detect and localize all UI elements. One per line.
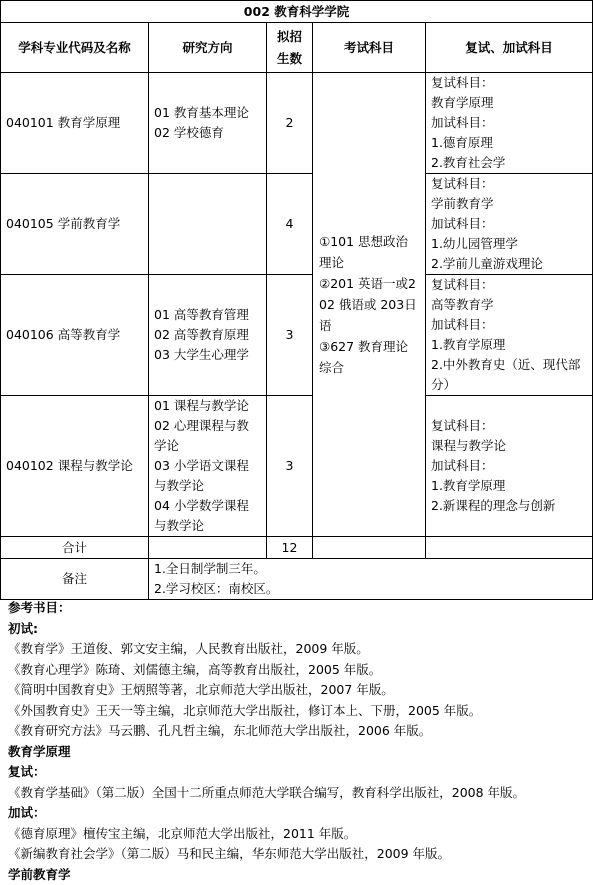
program-code: 040106 高等教育学 bbox=[1, 275, 149, 396]
book-item: 《简明中国教育史》王炳照等著，北京师范大学出版社，2007 年版。 bbox=[0, 680, 592, 701]
header-code: 学科专业代码及名称 bbox=[1, 23, 149, 73]
header-retest: 复试、加试科目 bbox=[426, 23, 593, 73]
section-title: 学前教育学 bbox=[0, 865, 592, 885]
table-row bbox=[1, 396, 593, 537]
header-enroll: 拟招 生数 bbox=[267, 23, 313, 73]
section-title: 教育学原理 bbox=[0, 742, 592, 763]
reference-books bbox=[0, 598, 592, 885]
total-row bbox=[1, 537, 593, 559]
table-row bbox=[1, 275, 593, 396]
book-item: 《教育学》王道俊、郭文安主编，人民教育出版社，2009 年版。 bbox=[0, 639, 592, 660]
retest-subjects: 复试科目： 课程与教学论 加试科目： 1.教育学原理 2.新课程的理念与创新 bbox=[426, 396, 593, 537]
enroll-count: 4 bbox=[267, 174, 313, 275]
book-item: 《外国教育史》王天一等主编，北京师范大学出版社，修订本上、下册，2005 年版。 bbox=[0, 701, 592, 722]
remarks-row bbox=[1, 559, 593, 600]
book-item: 《教育研究方法》马云鹏、孔凡哲主编，东北师范大学出版社，2006 年版。 bbox=[0, 721, 592, 742]
header-exam: 考试科目 bbox=[313, 23, 426, 73]
header-direction: 研究方向 bbox=[149, 23, 267, 73]
enroll-count: 3 bbox=[267, 275, 313, 396]
remarks-content: 1.全日制学制三年。 2.学习校区：南校区。 bbox=[149, 559, 593, 600]
retest-subjects: 复试科目： 高等教育学 加试科目： 1.教育学原理 2.中外教育史（近、现代部分） bbox=[426, 275, 593, 396]
table-row bbox=[1, 73, 593, 174]
enroll-count: 3 bbox=[267, 396, 313, 537]
college-title: 002 教育科学学院 bbox=[1, 1, 593, 23]
program-code: 040102 课程与教学论 bbox=[1, 396, 149, 537]
remarks-label: 备注 bbox=[1, 559, 149, 600]
retest-label: 复试： bbox=[0, 762, 592, 783]
book-item: 《教育学基础》（第二版）全国十二所重点师范大学联合编写，教育科学出版社，2008 年版。 bbox=[0, 783, 592, 804]
program-code: 040101 教育学原理 bbox=[1, 73, 149, 174]
references-heading: 参考书目： bbox=[0, 598, 592, 619]
research-directions: 01 教育基本理论 02 学校德育 bbox=[149, 73, 267, 174]
initial-exam-label: 初试: bbox=[0, 619, 592, 640]
book-item: 《教育心理学》陈琦、刘儒德主编，高等教育出版社，2005 年版。 bbox=[0, 660, 592, 681]
enroll-count: 2 bbox=[267, 73, 313, 174]
total-label: 合计 bbox=[1, 537, 149, 559]
retest-subjects: 复试科目： 学前教育学 加试科目： 1.幼儿园管理学 2.学前儿童游戏理论 bbox=[426, 174, 593, 275]
program-code: 040105 学前教育学 bbox=[1, 174, 149, 275]
book-item: 《德育原理》檀传宝主编，北京师范大学出版社，2011 年版。 bbox=[0, 824, 592, 845]
table-row bbox=[1, 174, 593, 275]
extra-label: 加试： bbox=[0, 803, 592, 824]
retest-subjects: 复试科目： 教育学原理 加试科目： 1.德育原理 2.教育社会学 bbox=[426, 73, 593, 174]
research-directions bbox=[149, 174, 267, 275]
research-directions: 01 课程与教学论 02 心理课程与教学论 03 小学语文课程与教学论 04 小学数学课程与教学论 bbox=[149, 396, 267, 537]
book-item: 《新编教育社会学》（第二版）马和民主编，华东师范大学出版社，2009 年版。 bbox=[0, 844, 592, 865]
total-value: 12 bbox=[267, 537, 313, 559]
exam-subjects: ①101 思想政治理论 ②201 英语一或202 俄语或 203日语 ③627 教育理论综合 bbox=[313, 73, 426, 537]
research-directions: 01 高等教育管理 02 高等教育原理 03 大学生心理学 bbox=[149, 275, 267, 396]
